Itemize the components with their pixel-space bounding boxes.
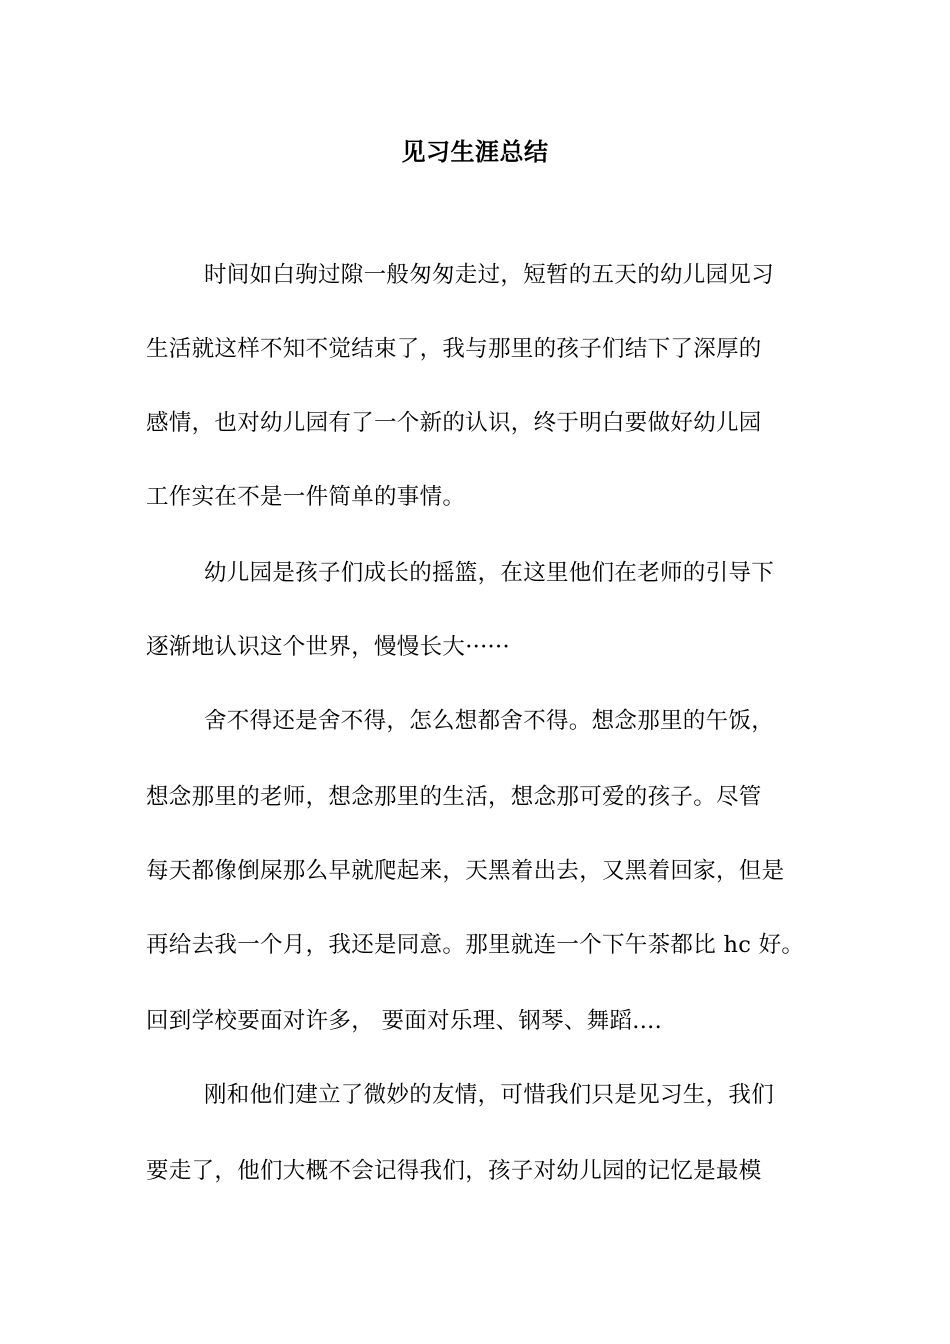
paragraph-3-line-5: 回到学校要面对许多， 要面对乐理、钢琴、舞蹈.... bbox=[146, 1008, 663, 1034]
paragraph-1-line-4: 工作实在不是一件简单的事情。 bbox=[146, 484, 466, 510]
paragraph-3-line-4: 再给去我一个月，我还是同意。那里就连一个下午茶都比 hc 好。 bbox=[146, 932, 805, 958]
paragraph-2-line-1: 幼儿园是孩子们成长的摇篮，在这里他们在老师的引导下 bbox=[204, 560, 775, 586]
paragraph-1-line-1: 时间如白驹过隙一般匆匆走过，短暂的五天的幼儿园见习 bbox=[204, 262, 775, 288]
paragraph-1-line-2: 生活就这样不知不觉结束了，我与那里的孩子们结下了深厚的 bbox=[146, 336, 762, 362]
paragraph-4-line-2: 要走了，他们大概不会记得我们，孩子对幼儿园的记忆是最模 bbox=[146, 1158, 762, 1184]
document-title: 见习生涯总结 bbox=[401, 137, 549, 166]
paragraph-3-line-2: 想念那里的老师，想念那里的生活，想念那可爱的孩子。尽管 bbox=[146, 784, 762, 810]
paragraph-3-line-3: 每天都像倒屎那么早就爬起来，天黑着出去，又黑着回家，但是 bbox=[146, 858, 785, 884]
paragraph-1-line-3: 感情，也对幼儿园有了一个新的认识，终于明白要做好幼儿园 bbox=[146, 410, 762, 436]
paragraph-2-line-2: 逐渐地认识这个世界，慢慢长大······ bbox=[146, 634, 510, 660]
paragraph-3-line-1: 舍不得还是舍不得，怎么想都舍不得。想念那里的午饭， bbox=[204, 708, 775, 734]
paragraph-4-line-1: 刚和他们建立了微妙的友情，可惜我们只是见习生，我们 bbox=[204, 1082, 775, 1108]
